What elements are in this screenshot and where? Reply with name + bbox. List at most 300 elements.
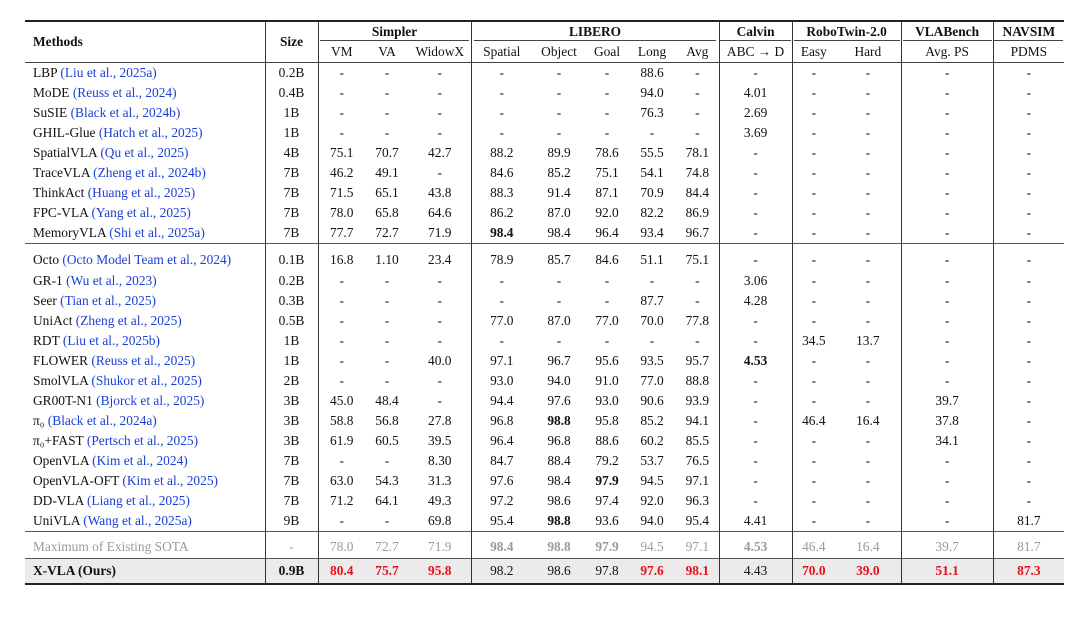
score-cell: 16.4 <box>856 413 880 428</box>
score-cell: - <box>865 225 871 240</box>
score-cell: 85.7 <box>532 244 586 272</box>
score-cell: 96.7 <box>685 225 710 240</box>
score-cell: 98.6 <box>547 493 571 508</box>
score-cell: 4.53 <box>719 532 792 559</box>
table-row <box>25 451 1064 471</box>
table-row <box>25 391 1064 411</box>
score-cell: - <box>865 353 871 368</box>
score-cell: - <box>901 371 993 391</box>
citation-link[interactable]: (Wu et al., 2023) <box>66 273 157 288</box>
citation-link[interactable]: (Liu et al., 2025a) <box>60 65 157 80</box>
table-row <box>25 331 1064 351</box>
score-cell: - <box>865 393 871 408</box>
score-cell: 78.1 <box>685 145 710 160</box>
score-cell: - <box>719 203 792 223</box>
score-cell: - <box>993 203 1064 223</box>
citation-link[interactable]: (Liu et al., 2025b) <box>62 333 160 348</box>
table-row <box>25 491 1064 511</box>
score-cell: - <box>865 105 871 120</box>
score-cell: 43.8 <box>428 185 452 200</box>
method-cell <box>25 351 265 371</box>
score-cell: - <box>792 143 835 163</box>
method-name: π₀+FAST <box>33 433 84 448</box>
score-cell: 94.5 <box>640 473 664 488</box>
citation-link[interactable]: (Liang et al., 2025) <box>86 493 190 508</box>
score-cell: 46.4 <box>792 411 835 431</box>
score-cell: - <box>792 291 835 311</box>
score-cell: 94.0 <box>640 85 664 100</box>
score-cell: 89.9 <box>547 145 571 160</box>
score-cell: 77.0 <box>595 313 619 328</box>
citation-link[interactable]: (Reuss et al., 2025) <box>91 353 196 368</box>
score-cell: 3.69 <box>719 123 792 143</box>
score-cell: 90.6 <box>640 393 664 408</box>
results-table <box>25 20 1064 585</box>
score-cell: 1.10 <box>365 244 409 272</box>
score-cell: - <box>792 183 835 203</box>
score-cell: 86.9 <box>685 205 710 220</box>
method-cell <box>25 163 265 183</box>
score-cell: - <box>901 331 993 351</box>
score-cell: - <box>604 333 610 348</box>
score-cell: - <box>865 313 871 328</box>
method-cell <box>25 103 265 123</box>
score-cell: 87.3 <box>993 559 1064 585</box>
score-cell: - <box>471 63 532 84</box>
citation-link[interactable]: (Zheng et al., 2024b) <box>93 165 206 180</box>
table-row <box>25 143 1064 163</box>
method-cell <box>25 183 265 203</box>
score-cell: - <box>719 183 792 203</box>
score-cell: - <box>384 125 390 140</box>
method-cell <box>25 223 265 244</box>
size-cell: 1B <box>265 351 318 371</box>
score-cell: 85.5 <box>685 433 710 448</box>
score-cell: 61.9 <box>318 431 365 451</box>
score-cell: - <box>719 491 792 511</box>
score-cell: - <box>384 85 390 100</box>
score-cell: - <box>556 125 562 140</box>
table-body <box>25 63 1064 585</box>
score-cell: - <box>901 83 993 103</box>
size-cell: 0.3B <box>265 291 318 311</box>
score-cell: - <box>792 271 835 291</box>
score-cell: 46.2 <box>318 163 365 183</box>
score-cell: 64.6 <box>428 205 452 220</box>
score-cell: - <box>993 351 1064 371</box>
score-cell: 40.0 <box>428 353 452 368</box>
group-header-simpler: Simpler <box>318 21 471 42</box>
score-cell: - <box>993 223 1064 244</box>
table-row <box>25 291 1064 311</box>
table-row <box>25 163 1064 183</box>
score-cell: 93.5 <box>640 353 664 368</box>
citation-link[interactable]: (Pertsch et al., 2025) <box>86 433 199 448</box>
score-cell: - <box>792 311 835 331</box>
results-table-container <box>25 20 1054 585</box>
method-name: OpenVLA-OFT <box>33 473 120 488</box>
size-cell: 7B <box>265 163 318 183</box>
score-cell: 13.7 <box>856 333 880 348</box>
method-name: Maximum of Existing SOTA <box>33 538 189 554</box>
score-cell: 77.7 <box>318 223 365 244</box>
score-cell: 81.7 <box>993 511 1064 532</box>
table-header <box>25 21 1064 63</box>
score-cell: - <box>719 311 792 331</box>
score-cell: - <box>437 105 442 120</box>
score-cell: 81.7 <box>993 532 1064 559</box>
score-cell: - <box>993 103 1064 123</box>
methods-header: Methods <box>25 21 265 63</box>
size-cell: 1B <box>265 103 318 123</box>
score-cell: - <box>471 103 532 123</box>
score-cell: 48.4 <box>375 393 399 408</box>
score-cell: 94.0 <box>547 373 571 388</box>
score-cell: - <box>604 85 610 100</box>
size-cell: 2B <box>265 371 318 391</box>
score-cell: 84.6 <box>471 163 532 183</box>
score-cell: 71.2 <box>318 491 365 511</box>
score-cell: - <box>901 244 993 272</box>
score-cell: - <box>792 511 835 532</box>
table-row <box>25 203 1064 223</box>
method-name: ThinkAct <box>33 185 85 200</box>
method-name: FLOWER <box>33 353 89 368</box>
score-cell: 39.5 <box>428 433 452 448</box>
score-cell: - <box>993 331 1064 351</box>
score-cell: 65.1 <box>375 185 399 200</box>
score-cell: - <box>649 333 655 348</box>
score-cell: 70.0 <box>792 559 835 585</box>
score-cell: 97.8 <box>586 559 628 585</box>
score-cell: - <box>865 85 871 100</box>
score-cell: - <box>384 105 390 120</box>
score-cell: 97.4 <box>595 493 619 508</box>
score-cell: - <box>604 125 610 140</box>
score-cell: 60.5 <box>375 433 399 448</box>
score-cell: 70.0 <box>640 313 664 328</box>
score-cell: - <box>901 291 993 311</box>
method-name: FPC-VLA <box>33 205 89 220</box>
score-cell: 82.2 <box>640 205 664 220</box>
score-cell: 78.6 <box>595 145 619 160</box>
score-cell: - <box>901 63 993 84</box>
score-cell: 87.7 <box>640 293 664 308</box>
method-name: GR-1 <box>33 273 63 288</box>
score-cell: 88.3 <box>471 183 532 203</box>
score-cell: - <box>792 371 835 391</box>
method-cell <box>25 63 265 84</box>
score-cell: - <box>471 271 532 291</box>
citation-link[interactable]: (Reuss et al., 2024) <box>72 85 177 100</box>
score-cell: - <box>604 293 610 308</box>
size-cell: 7B <box>265 183 318 203</box>
citation-link[interactable]: (Huang et al., 2025) <box>87 185 196 200</box>
score-cell: - <box>792 83 835 103</box>
score-cell: - <box>471 123 532 143</box>
score-cell: - <box>365 63 409 84</box>
score-cell: 72.7 <box>375 225 399 240</box>
table-row <box>25 471 1064 491</box>
col-header: Easy <box>792 42 835 63</box>
score-cell: 88.4 <box>547 453 571 468</box>
score-cell: - <box>437 333 442 348</box>
method-cell <box>25 391 265 411</box>
score-cell: 75.1 <box>318 143 365 163</box>
size-cell: - <box>265 532 318 559</box>
score-cell: - <box>792 351 835 371</box>
score-cell: - <box>318 311 365 331</box>
score-cell: - <box>471 331 532 351</box>
citation-link[interactable]: (Shi et al., 2025a) <box>109 225 205 240</box>
score-cell: 87.0 <box>547 205 571 220</box>
score-cell: - <box>318 351 365 371</box>
score-cell: - <box>471 83 532 103</box>
citation-link[interactable]: (Zheng et al., 2025) <box>75 313 182 328</box>
score-cell: 42.7 <box>428 145 452 160</box>
score-cell: - <box>384 353 390 368</box>
score-cell: - <box>471 291 532 311</box>
col-header: Avg <box>676 42 719 63</box>
size-cell: 0.4B <box>265 83 318 103</box>
score-cell: 95.8 <box>409 559 471 585</box>
score-cell: 65.8 <box>375 205 399 220</box>
citation-link[interactable]: (Shukor et al., 2025) <box>91 373 202 388</box>
score-cell: - <box>719 223 792 244</box>
score-cell: - <box>865 433 871 448</box>
score-cell: - <box>384 273 390 288</box>
method-name: Octo <box>33 251 60 267</box>
score-cell: 96.3 <box>685 493 710 508</box>
score-cell: - <box>409 63 471 84</box>
score-cell: 85.2 <box>640 413 664 428</box>
citation-link[interactable]: (Kim et al., 2025) <box>122 473 218 488</box>
score-cell: 98.6 <box>532 559 586 585</box>
score-cell: - <box>901 183 993 203</box>
score-cell: - <box>318 271 365 291</box>
score-cell: 71.9 <box>409 532 471 559</box>
score-cell: 75.1 <box>595 165 619 180</box>
score-cell: 78.0 <box>318 203 365 223</box>
score-cell: 77.8 <box>685 313 710 328</box>
citation-link[interactable]: (Wang et al., 2025a) <box>83 513 192 528</box>
score-cell: - <box>437 165 442 180</box>
table-row <box>25 123 1064 143</box>
score-cell: 49.1 <box>375 165 399 180</box>
score-cell: - <box>719 371 792 391</box>
method-cell <box>25 123 265 143</box>
table-row <box>25 103 1064 123</box>
size-cell: 7B <box>265 451 318 471</box>
score-cell: - <box>792 491 835 511</box>
score-cell: - <box>792 223 835 244</box>
size-cell: 7B <box>265 471 318 491</box>
citation-link[interactable]: (Black et al., 2024a) <box>47 413 157 428</box>
method-name: π₀ <box>33 413 45 428</box>
score-cell: 49.3 <box>428 493 452 508</box>
score-cell: - <box>719 63 792 84</box>
score-cell: 86.2 <box>471 203 532 223</box>
score-cell: - <box>604 105 610 120</box>
citation-link[interactable]: (Bjorck et al., 2025) <box>96 393 205 408</box>
table-row <box>25 411 1064 431</box>
score-cell: 95.4 <box>685 513 710 528</box>
score-cell: 97.6 <box>471 471 532 491</box>
score-cell: - <box>384 313 390 328</box>
citation-link[interactable]: (Kim et al., 2024) <box>92 453 188 468</box>
citation-link[interactable]: (Yang et al., 2025) <box>91 205 191 220</box>
score-cell: 23.4 <box>409 244 471 272</box>
score-cell: - <box>437 373 442 388</box>
score-cell: 95.6 <box>595 353 619 368</box>
score-cell: - <box>901 351 993 371</box>
score-cell: - <box>792 63 835 84</box>
score-cell: - <box>901 491 993 511</box>
score-cell: - <box>901 311 993 331</box>
score-cell: - <box>318 331 365 351</box>
score-cell: 98.2 <box>471 559 532 585</box>
table-row <box>25 351 1064 371</box>
method-name: LBP <box>33 65 58 80</box>
method-cell <box>25 471 265 491</box>
ours-row <box>25 559 1064 585</box>
citation-link[interactable]: (Hatch et al., 2025) <box>98 125 203 140</box>
score-cell: - <box>792 123 835 143</box>
score-cell: 98.4 <box>471 532 532 559</box>
method-cell <box>25 203 265 223</box>
score-cell: - <box>993 83 1064 103</box>
score-cell: 45.0 <box>318 391 365 411</box>
col-header: Spatial <box>471 42 532 63</box>
score-cell: 97.2 <box>471 491 532 511</box>
score-cell: 3.06 <box>719 271 792 291</box>
score-cell: 75.1 <box>676 244 719 272</box>
score-cell: 37.8 <box>901 411 993 431</box>
score-cell: 76.3 <box>640 105 664 120</box>
col-header: PDMS <box>993 42 1064 63</box>
score-cell: - <box>901 451 993 471</box>
size-cell: 0.2B <box>265 271 318 291</box>
score-cell: - <box>792 103 835 123</box>
score-cell: - <box>993 163 1064 183</box>
method-cell <box>25 451 265 471</box>
score-cell: - <box>792 451 835 471</box>
score-cell: - <box>901 123 993 143</box>
score-cell: 97.9 <box>586 532 628 559</box>
score-cell: - <box>719 411 792 431</box>
size-cell: 9B <box>265 511 318 532</box>
score-cell: 64.1 <box>375 493 399 508</box>
table-row <box>25 431 1064 451</box>
score-cell: 34.1 <box>901 431 993 451</box>
method-cell <box>25 143 265 163</box>
score-cell: 4.41 <box>719 511 792 532</box>
score-cell: - <box>719 471 792 491</box>
score-cell: 93.4 <box>640 225 664 240</box>
score-cell: - <box>901 203 993 223</box>
score-cell: 80.4 <box>318 559 365 585</box>
citation-link[interactable]: (Octo Model Team et al., 2024) <box>62 251 232 267</box>
table-row <box>25 83 1064 103</box>
score-cell: 74.8 <box>685 165 710 180</box>
score-cell: 94.5 <box>628 532 676 559</box>
score-cell: 51.1 <box>628 244 676 272</box>
score-cell: - <box>719 331 792 351</box>
score-cell: 54.3 <box>375 473 399 488</box>
score-cell: 84.6 <box>586 244 628 272</box>
method-name: SuSIE <box>33 105 68 120</box>
score-cell: - <box>437 293 442 308</box>
score-cell: - <box>901 271 993 291</box>
score-cell: 51.1 <box>901 559 993 585</box>
score-cell: - <box>556 293 562 308</box>
score-cell: - <box>993 123 1064 143</box>
method-name: MoDE <box>33 85 70 100</box>
score-cell: - <box>719 163 792 183</box>
score-cell: - <box>532 63 586 84</box>
group-header-calvin: Calvin <box>719 21 792 42</box>
score-cell: 84.4 <box>685 185 710 200</box>
size-cell: 1B <box>265 331 318 351</box>
score-cell: - <box>993 411 1064 431</box>
citation-link[interactable]: (Black et al., 2024b) <box>70 105 181 120</box>
score-cell: - <box>384 293 390 308</box>
score-cell: - <box>993 451 1064 471</box>
method-cell <box>25 411 265 431</box>
score-cell: 71.9 <box>428 225 452 240</box>
score-cell: 78.9 <box>471 244 532 272</box>
score-cell: - <box>695 273 700 288</box>
size-header: Size <box>265 21 318 63</box>
score-cell: - <box>865 493 871 508</box>
size-cell: 4B <box>265 143 318 163</box>
table-row <box>25 311 1064 331</box>
score-cell: - <box>865 513 871 528</box>
score-cell: - <box>865 205 871 220</box>
method-name: UniVLA <box>33 513 80 528</box>
size-cell: 0.2B <box>265 63 318 84</box>
score-cell: - <box>556 105 562 120</box>
score-cell: - <box>437 125 442 140</box>
score-cell: 71.5 <box>318 183 365 203</box>
score-cell: 8.30 <box>428 453 452 468</box>
group-header-vlabench: VLABench <box>901 21 993 42</box>
citation-link[interactable]: (Tian et al., 2025) <box>60 293 156 308</box>
score-cell: - <box>719 431 792 451</box>
score-cell: 77.0 <box>471 311 532 331</box>
table-row <box>25 271 1064 291</box>
score-cell: 98.4 <box>471 223 532 244</box>
score-cell: - <box>993 271 1064 291</box>
score-cell: - <box>865 473 871 488</box>
score-cell: - <box>993 143 1064 163</box>
score-cell: - <box>695 105 700 120</box>
score-cell: - <box>719 143 792 163</box>
size-cell: 0.5B <box>265 311 318 331</box>
score-cell: - <box>792 431 835 451</box>
score-cell: - <box>695 125 700 140</box>
method-cell <box>25 511 265 532</box>
citation-link[interactable]: (Qu et al., 2025) <box>100 145 189 160</box>
score-cell: 2.69 <box>719 103 792 123</box>
score-cell: - <box>719 451 792 471</box>
score-cell: - <box>865 453 871 468</box>
score-cell: - <box>993 244 1064 272</box>
score-cell: - <box>993 431 1064 451</box>
col-header: Hard <box>835 42 901 63</box>
size-cell: 7B <box>265 491 318 511</box>
score-cell: 79.2 <box>595 453 619 468</box>
